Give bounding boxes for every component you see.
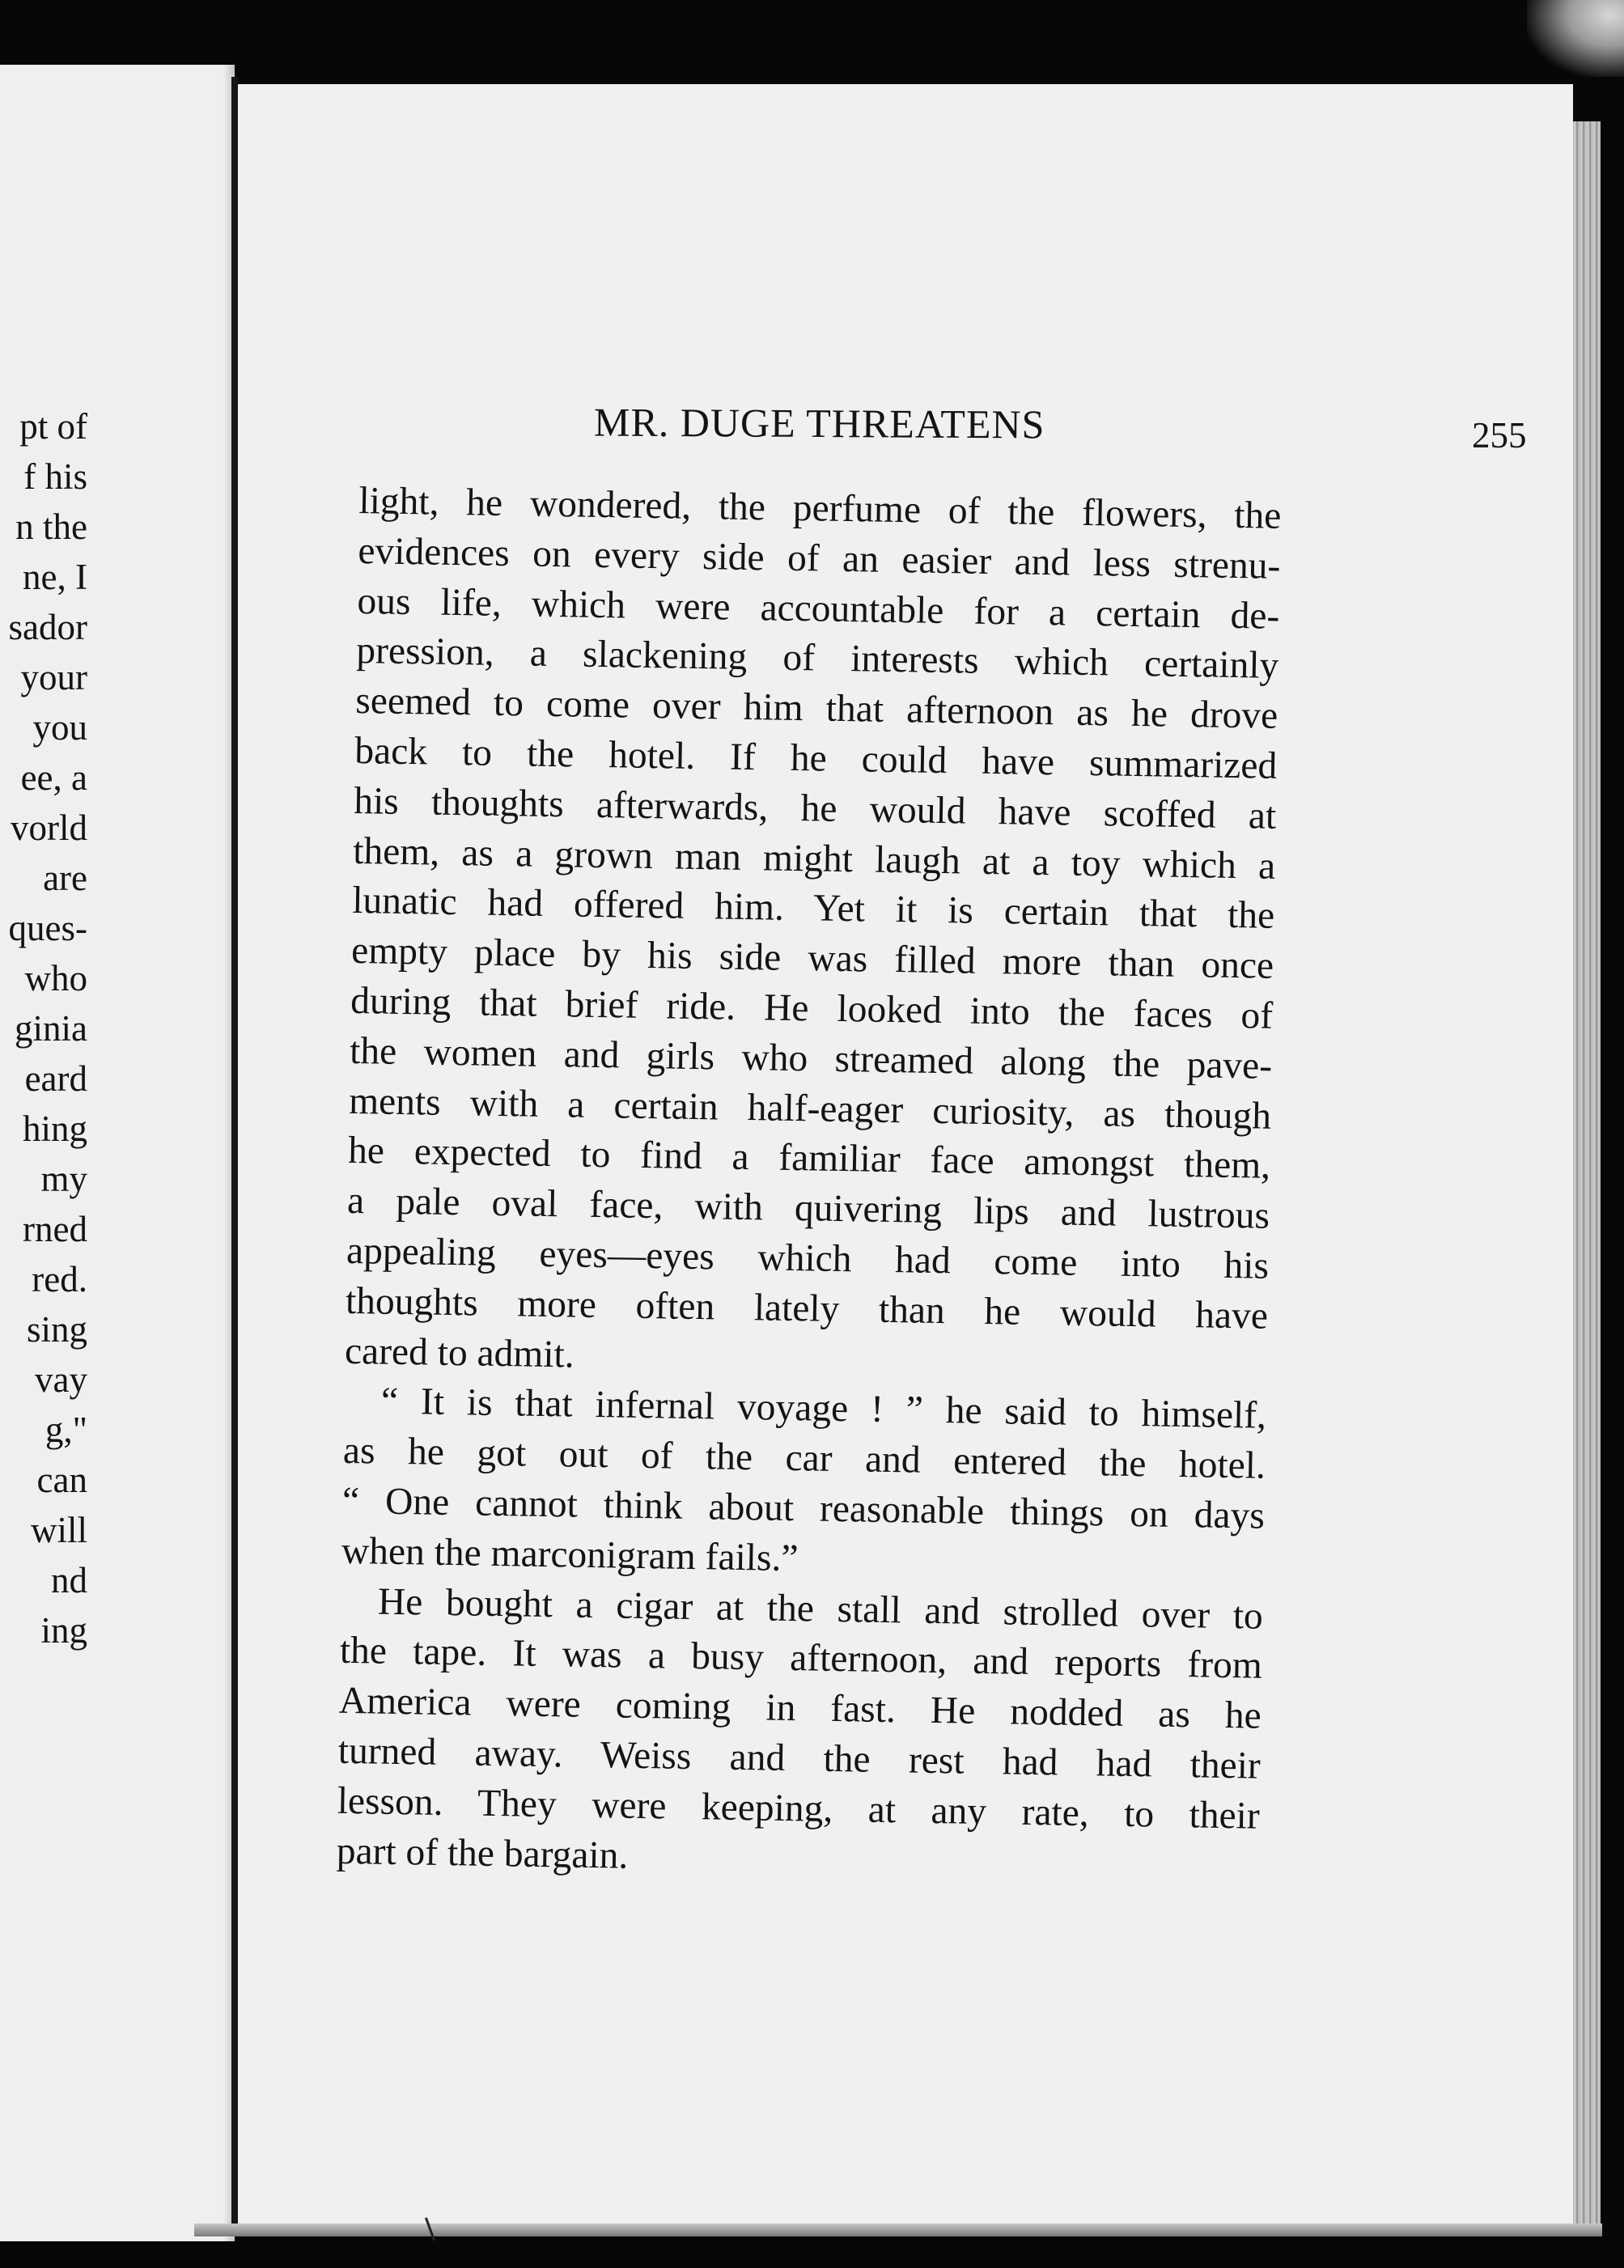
left-page-line-fragment: ee, a — [20, 757, 87, 798]
book-gutter — [231, 77, 238, 2233]
left-page-line-fragment: g," — [45, 1410, 87, 1450]
text-line: seemed to come over him that afternoon as he drove — [354, 680, 1278, 738]
left-page-line-fragment: can — [36, 1460, 87, 1500]
text-line: them, as a grown man might laugh at a toy which a — [352, 829, 1276, 888]
scanner-speckle — [1527, 0, 1624, 77]
left-page-line-fragment: n the — [15, 507, 87, 547]
left-page-line-fragment: sador — [8, 607, 87, 647]
text-line: He bought a cigar at the stall and strolled over to — [377, 1580, 1264, 1638]
text-line: cared to admit. — [344, 1329, 575, 1376]
text-line: light, he wondered, the perfume of the flowers, the — [358, 479, 1282, 537]
paragraph — [341, 1376, 1266, 1592]
text-line: lunatic had offered him. Yet it is certain that the — [351, 880, 1275, 938]
text-line: “ It is that infernal voyage ! ” he said to himself, — [380, 1380, 1267, 1438]
left-page-line-fragment: sing — [26, 1309, 87, 1350]
left-page-line-fragment: hing — [22, 1109, 87, 1149]
left-page-line-fragment: eard — [24, 1058, 87, 1099]
text-line: part of the bargain. — [336, 1829, 629, 1877]
text-line: when the marconigram fails.” — [341, 1529, 799, 1579]
text-line: lesson. They were keeping, at any rate, to their — [337, 1779, 1261, 1838]
left-page-line-fragment: ques- — [8, 908, 87, 948]
left-page-line-fragment: ing — [40, 1610, 87, 1651]
left-page-line-fragment: vorld — [11, 808, 87, 848]
text-line: empty place by his side was filled more than once — [350, 930, 1274, 987]
left-page-line-fragment: vay — [35, 1359, 87, 1400]
text-line: the women and girls who streamed along the pave- — [349, 1029, 1273, 1087]
left-page-line-fragment: red. — [32, 1259, 87, 1299]
right-page — [238, 84, 1573, 2224]
text-line: evidences on every side of an easier and less strenu- — [358, 529, 1281, 587]
paragraph — [336, 1576, 1263, 1892]
text-line: ous life, which were accountable for a certain de- — [357, 579, 1280, 638]
left-page-line-fragment: my — [40, 1159, 87, 1199]
page-stack-bottom-edge — [194, 2223, 1602, 2236]
text-line: pression, a slackening of interests which certainly — [355, 630, 1279, 688]
left-page-line-fragment: rned — [23, 1209, 87, 1249]
left-page-line-fragment: pt of — [19, 406, 87, 447]
text-line: as he got out of the car and entered the hotel. — [342, 1429, 1266, 1487]
left-page-line-fragment: f his — [23, 456, 87, 497]
left-page — [0, 65, 235, 2241]
left-page-line-fragment: nd — [51, 1560, 87, 1600]
left-page-line-fragment: your — [20, 657, 87, 697]
text-line: during that brief ride. He looked into the faces of — [350, 979, 1274, 1037]
left-page-text-fragments — [0, 65, 91, 2241]
left-page-line-fragment: ne, I — [23, 557, 87, 597]
text-line: turned away. Weiss and the rest had had their — [337, 1729, 1261, 1787]
text-line: appealing eyes—eyes which had come into his — [346, 1229, 1270, 1287]
paragraph — [345, 477, 1282, 1392]
text-line: America were coming in fast. He nodded as he — [338, 1679, 1262, 1737]
text-line: ments with a certain half-eager curiosity, as though — [348, 1079, 1272, 1138]
left-page-line-fragment: will — [30, 1510, 87, 1550]
left-page-line-fragment: you — [32, 707, 87, 748]
text-line: he expected to find a familiar face amongst them, — [347, 1130, 1271, 1188]
page-number: 255 — [1472, 415, 1527, 456]
text-line: “ One cannot think about reasonable things on days — [341, 1479, 1266, 1537]
text-line: back to the hotel. If he could have summarized — [354, 729, 1278, 787]
body-text — [336, 477, 1282, 1892]
text-line: thoughts more often lately than he would have — [345, 1279, 1269, 1337]
page-stack-right-edge — [1573, 121, 1601, 2225]
left-page-line-fragment: are — [43, 858, 87, 898]
text-line: the tape. It was a busy afternoon, and reports from — [339, 1630, 1263, 1688]
left-page-line-fragment: ginia — [15, 1008, 87, 1049]
left-page-line-fragment: who — [24, 958, 87, 998]
text-line: a pale oval face, with quivering lips and lustrous — [346, 1180, 1270, 1237]
running-head: MR. DUGE THREATENS — [593, 399, 1045, 447]
text-line: his thoughts afterwards, he would have scoffed at — [353, 779, 1277, 837]
